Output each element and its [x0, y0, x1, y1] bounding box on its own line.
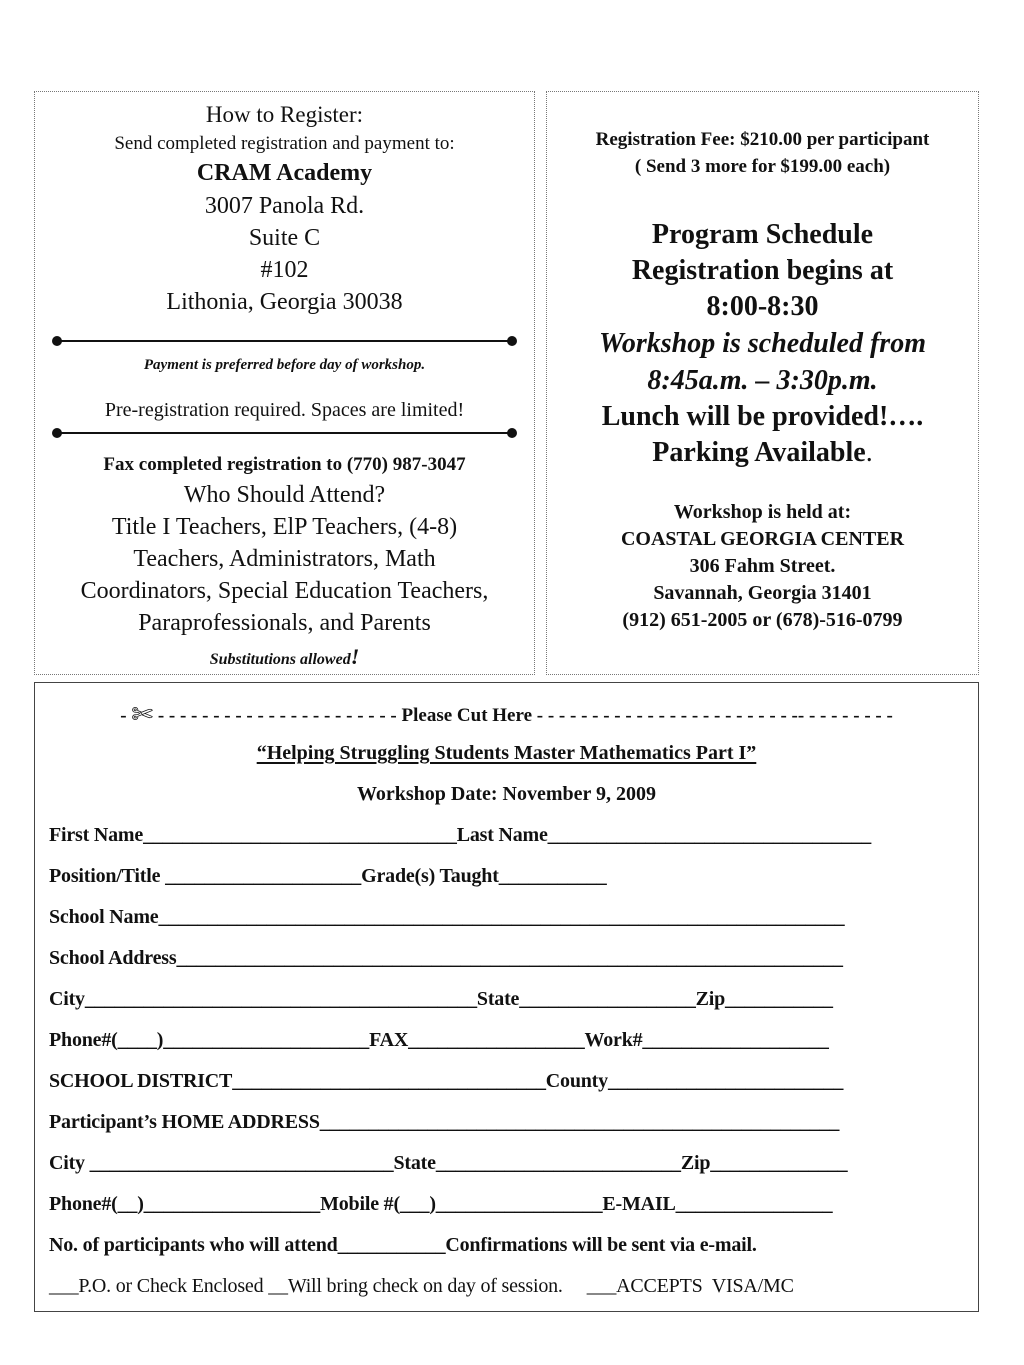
home-address-label: Participant’s HOME ADDRESS [49, 1111, 320, 1133]
venue-name: COASTAL GEORGIA CENTER [620, 528, 905, 550]
divider-rule [57, 340, 512, 342]
fax-label: FAX [369, 1029, 409, 1051]
work-field[interactable]: ___________________ [642, 1029, 829, 1051]
address-line-2: Suite C [248, 225, 321, 251]
cut-dash: - [120, 705, 127, 726]
who-line: Title I Teachers, ElP Teachers, (4-8) [111, 514, 458, 540]
parking-text: Parking Available [652, 437, 866, 468]
school-name-field[interactable]: ______________________________________________________________________ [158, 906, 845, 928]
participants-field[interactable]: ___________ [337, 1234, 446, 1256]
city-row [49, 988, 833, 1011]
fax-note: Fax completed registration to (770) 987-3047 [103, 454, 466, 475]
last-name-label: Last Name [456, 824, 548, 846]
org-name: CRAM Academy [196, 160, 373, 186]
home-city-label: City [49, 1152, 90, 1174]
school-name-label: School Name [49, 906, 159, 928]
grades-field[interactable]: ___________ [498, 865, 607, 887]
parking-period: . [865, 437, 873, 468]
schedule-heading: Program Schedule [651, 219, 874, 250]
who-should-attend-heading: Who Should Attend? [183, 482, 386, 508]
mobile-label: Mobile #(___) [320, 1193, 436, 1215]
zip-field[interactable]: ___________ [725, 988, 833, 1010]
how-to-register-heading: How to Register: [205, 102, 364, 127]
first-name-label: First Name [49, 824, 144, 846]
email-label: E-MAIL [602, 1193, 676, 1215]
home-state-field[interactable]: _________________________ [435, 1152, 681, 1174]
lunch-note: Lunch will be provided!…. [601, 401, 924, 432]
how-to-register-panel [34, 91, 535, 675]
cut-dashes-right: - - - - - - - - - - - - - - - - - - - - - - - -- - - - - - - - - [536, 705, 893, 726]
home-city-row [49, 1152, 847, 1175]
who-line: Coordinators, Special Education Teachers, [80, 578, 489, 604]
divider-rule [57, 432, 512, 434]
state-field[interactable]: __________________ [519, 988, 696, 1010]
substitutions-text: Substitutions allowed [209, 651, 351, 668]
venue-street: 306 Fahm Street. [689, 555, 836, 577]
home-state-label: State [393, 1152, 436, 1174]
home-address-row [49, 1111, 839, 1134]
address-line-3: #102 [260, 257, 309, 283]
parking-note [547, 437, 978, 469]
workshop-scheduled: Workshop is scheduled from [599, 328, 926, 359]
who-line: Paraprofessionals, and Parents [138, 610, 431, 636]
registration-time: 8:00-8:30 [706, 291, 819, 322]
venue-city: Savannah, Georgia 31401 [653, 582, 872, 604]
substitutions-note [35, 644, 534, 670]
district-label: SCHOOL DISTRICT [49, 1070, 233, 1092]
position-row [49, 865, 607, 888]
workshop-title-text: “Helping Struggling Students Master Mathematics Part I” [256, 742, 757, 764]
home-phone-label: Phone#(__) [49, 1193, 144, 1215]
state-label: State [476, 988, 520, 1010]
send-to-text: Send completed registration and payment to: [114, 133, 455, 154]
district-row [49, 1070, 843, 1093]
school-address-field[interactable]: ____________________________________________________________________ [176, 947, 843, 969]
registration-form [34, 682, 979, 1312]
school-name-row [49, 906, 844, 929]
zip-label: Zip [695, 988, 726, 1010]
contact-row [49, 1193, 832, 1216]
home-phone-field[interactable]: __________________ [143, 1193, 321, 1215]
participants-label: No. of participants who will attend [49, 1234, 338, 1256]
payment-options-row[interactable]: ___P.O. or Check Enclosed __Will bring check on day of session. ___ACCEPTS VISA/MC [49, 1275, 794, 1297]
position-label: Position/Title [49, 865, 166, 887]
discount-line: ( Send 3 more for $199.00 each) [634, 156, 891, 177]
cut-label: Please Cut Here [401, 705, 533, 726]
payment-note: Payment is preferred before day of workshop. [143, 357, 426, 373]
phone-label: Phone#(____) [49, 1029, 164, 1051]
fax-field[interactable]: __________________ [408, 1029, 585, 1051]
grades-label: Grade(s) Taught [361, 865, 499, 887]
phone-field[interactable]: _____________________ [163, 1029, 370, 1051]
venue-phone: (912) 651-2005 or (678)-516-0799 [622, 609, 903, 631]
cut-dashes-left: - - - - - - - - - - - - - - - - - - - - - - [157, 705, 397, 726]
district-field[interactable]: ________________________________ [232, 1070, 546, 1092]
home-zip-field[interactable]: ______________ [710, 1152, 848, 1174]
email-field[interactable]: ________________ [675, 1193, 833, 1215]
phone-row [49, 1029, 829, 1052]
workshop-date: Workshop Date: November 9, 2009 [356, 783, 657, 805]
address-line-4: Lithonia, Georgia 30038 [166, 289, 403, 315]
workshop-time: 8:45a.m. – 3:30p.m. [647, 365, 878, 396]
workshop-title [35, 742, 978, 765]
home-zip-label: Zip [680, 1152, 711, 1174]
position-field[interactable]: ____________________ [165, 865, 362, 887]
held-at-label: Workshop is held at: [673, 501, 852, 523]
cut-line [35, 700, 978, 730]
city-field[interactable]: ________________________________________ [84, 988, 477, 1010]
registration-info-panel [546, 91, 979, 675]
fee-line: Registration Fee: $210.00 per participant [595, 129, 930, 150]
home-city-field[interactable]: _______________________________ [89, 1152, 394, 1174]
county-field[interactable]: ________________________ [607, 1070, 844, 1092]
substitutions-exclaim: ! [350, 644, 360, 669]
participants-row [49, 1234, 757, 1257]
prereg-note: Pre-registration required. Spaces are limited! [104, 399, 465, 421]
city-label: City [49, 988, 85, 1010]
county-label: County [545, 1070, 608, 1092]
last-name-field[interactable]: _________________________________ [547, 824, 872, 846]
confirmations-note: Confirmations will be sent via e-mail. [445, 1234, 757, 1256]
address-line-1: 3007 Panola Rd. [204, 193, 365, 219]
who-line: Teachers, Administrators, Math [133, 546, 436, 572]
home-address-field[interactable]: _____________________________________________________ [319, 1111, 840, 1133]
registration-begins: Registration begins at [631, 255, 894, 286]
scissors-icon: ✄ [131, 700, 154, 729]
name-row [49, 824, 871, 847]
work-label: Work# [584, 1029, 643, 1051]
school-address-row [49, 947, 843, 970]
first-name-field[interactable]: ________________________________ [143, 824, 457, 846]
school-address-label: School Address [49, 947, 177, 969]
mobile-field[interactable]: _________________ [435, 1193, 603, 1215]
